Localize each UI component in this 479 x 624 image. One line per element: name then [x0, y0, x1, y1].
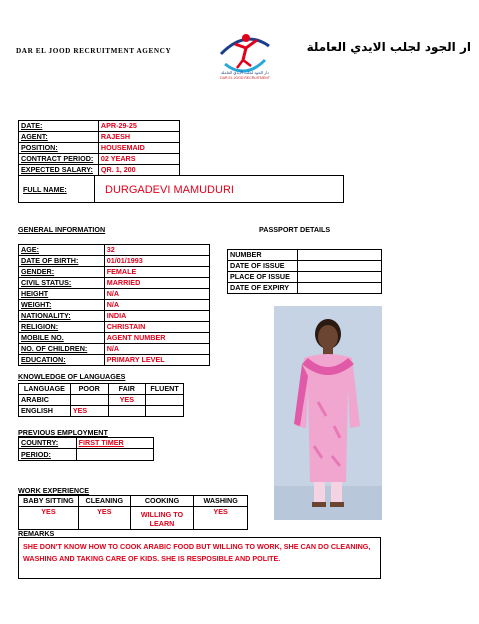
table-row — [19, 300, 210, 311]
table-row — [19, 143, 180, 154]
company-name-ar: ار الجود لجلب الايدي العاملة — [306, 40, 471, 54]
table-row — [19, 121, 180, 132]
logo-caption-arabic: دار الجود لجلب الأيدي العاملة — [221, 70, 269, 75]
fair-header: FAIR — [108, 384, 146, 395]
remarks-box: SHE DON'T KNOW HOW TO COOK ARABIC FOOD BUT WILLING TO WORK, SHE CAN DO CLEANING, WASHING AND TAKING CARE OF KIDS. SHE IS RESPOSIBLE AND POLITE. — [18, 537, 381, 579]
children-label: NO. OF CHILDREN: — [19, 344, 105, 355]
date-of-issue-label: DATE OF ISSUE — [228, 261, 298, 272]
general-info-title: GENERAL INFORMATION — [18, 225, 106, 234]
english-label: ENGLISH — [19, 406, 71, 417]
dob-label: DATE OF BIRTH: — [19, 256, 105, 267]
religion-value: CHRISTAIN — [104, 322, 209, 333]
place-of-issue-value — [297, 272, 381, 283]
table-row — [19, 355, 210, 366]
passport-number-label: NUMBER — [228, 250, 298, 261]
period-value — [76, 449, 153, 461]
gender-value: FEMALE — [104, 267, 209, 278]
table-row — [19, 333, 210, 344]
gender-label: GENDER: — [19, 267, 105, 278]
contract-period-value: 02 YEARS — [98, 154, 179, 165]
table-row — [228, 250, 382, 261]
table-row — [19, 322, 210, 333]
full-name-divider — [94, 176, 95, 202]
languages-title: KNOWLEDGE OF LANGUAGES — [18, 372, 126, 381]
baby-sitting-header: BABY SITTING — [19, 496, 79, 507]
arabic-poor — [70, 395, 108, 406]
table-row — [19, 154, 180, 165]
dob-value: 01/01/1993 — [104, 256, 209, 267]
weight-label: WEIGHT: — [19, 300, 105, 311]
education-value: PRIMARY LEVEL — [104, 355, 209, 366]
position-label: POSITION: — [19, 143, 99, 154]
remarks-title: REMARKS — [18, 529, 55, 538]
date-value: APR-29-25 — [98, 121, 179, 132]
date-of-issue-value — [297, 261, 381, 272]
table-row — [19, 344, 210, 355]
date-of-expiry-label: DATE OF EXPIRY — [228, 283, 298, 294]
agent-value: RAJESH — [98, 132, 179, 143]
fluent-header: FLUENT — [146, 384, 184, 395]
baby-sitting-value: YES — [19, 507, 79, 530]
table-row — [19, 395, 184, 406]
table-row — [19, 245, 210, 256]
table-row — [19, 496, 248, 507]
full-name-box — [18, 175, 344, 203]
logo-caption-english: DAR EL JOOD RECRUITMENT — [220, 76, 270, 80]
age-value: 32 — [104, 245, 209, 256]
work-experience-table — [18, 495, 248, 530]
previous-employment-title: PREVIOUS EMPLOYMENT — [18, 428, 108, 437]
civil-status-label: CIVIL STATUS: — [19, 278, 105, 289]
agent-label: AGENT: — [19, 132, 99, 143]
table-row — [19, 507, 248, 530]
table-row — [19, 132, 180, 143]
poor-header: POOR — [70, 384, 108, 395]
table-row — [19, 384, 184, 395]
top-info-table — [18, 120, 180, 176]
candidate-photo — [274, 306, 382, 520]
table-row — [19, 438, 154, 449]
nationality-label: NATIONALITY: — [19, 311, 105, 322]
work-experience-title: WORK EXPERIENCE — [18, 486, 90, 495]
passport-number-value — [297, 250, 381, 261]
civil-status-value: MARRIED — [104, 278, 209, 289]
table-row — [228, 272, 382, 283]
english-fair — [108, 406, 146, 417]
table-row — [19, 278, 210, 289]
person-silhouette-icon — [274, 306, 382, 520]
age-label: AGE: — [19, 245, 105, 256]
previous-employment-table — [18, 437, 154, 461]
height-label: HEIGHT — [19, 289, 105, 300]
full-name-value: DURGADEVI MAMUDURI — [105, 184, 234, 196]
arabic-fair: YES — [108, 395, 146, 406]
period-label: PERIOD: — [19, 449, 77, 461]
cooking-value: WILLING TO LEARN — [130, 507, 194, 530]
passport-table — [227, 249, 382, 294]
cleaning-header: CLEANING — [78, 496, 130, 507]
languages-table — [18, 383, 184, 417]
table-row — [228, 283, 382, 294]
arabic-fluent — [146, 395, 184, 406]
company-name-en: DAR EL JOOD RECRUITMENT AGENCY — [16, 47, 172, 55]
country-label: COUNTRY: — [19, 438, 77, 449]
expected-salary-value: QR. 1, 200 — [98, 165, 179, 176]
table-row — [19, 449, 154, 461]
table-row — [19, 311, 210, 322]
expected-salary-label: EXPECTED SALARY: — [19, 165, 99, 176]
table-row — [19, 267, 210, 278]
washing-header: WASHING — [194, 496, 248, 507]
date-label: DATE: — [19, 121, 99, 132]
contract-period-label: CONTRACT PERIOD: — [19, 154, 99, 165]
mobile-label: MOBILE NO. — [19, 333, 105, 344]
general-info-table — [18, 244, 210, 366]
table-row — [19, 289, 210, 300]
height-value: N/A — [104, 289, 209, 300]
mobile-value: AGENT NUMBER — [104, 333, 209, 344]
full-name-label: FULL NAME: — [23, 185, 67, 194]
country-value: FIRST TIMER — [76, 438, 153, 449]
table-row — [19, 256, 210, 267]
table-row — [19, 165, 180, 176]
position-value: HOUSEMAID — [98, 143, 179, 154]
religion-label: RELIGION: — [19, 322, 105, 333]
place-of-issue-label: PLACE OF ISSUE — [228, 272, 298, 283]
language-header: LANGUAGE — [19, 384, 71, 395]
arabic-label: ARABIC — [19, 395, 71, 406]
english-fluent — [146, 406, 184, 417]
date-of-expiry-value — [297, 283, 381, 294]
weight-value: N/A — [104, 300, 209, 311]
washing-value: YES — [194, 507, 248, 530]
english-poor: YES — [70, 406, 108, 417]
cooking-header: COOKING — [130, 496, 194, 507]
table-row — [19, 406, 184, 417]
cleaning-value: YES — [78, 507, 130, 530]
table-row — [228, 261, 382, 272]
children-value: N/A — [104, 344, 209, 355]
education-label: EDUCATION: — [19, 355, 105, 366]
passport-details-title: PASSPORT DETAILS — [259, 225, 331, 234]
nationality-value: INDIA — [104, 311, 209, 322]
